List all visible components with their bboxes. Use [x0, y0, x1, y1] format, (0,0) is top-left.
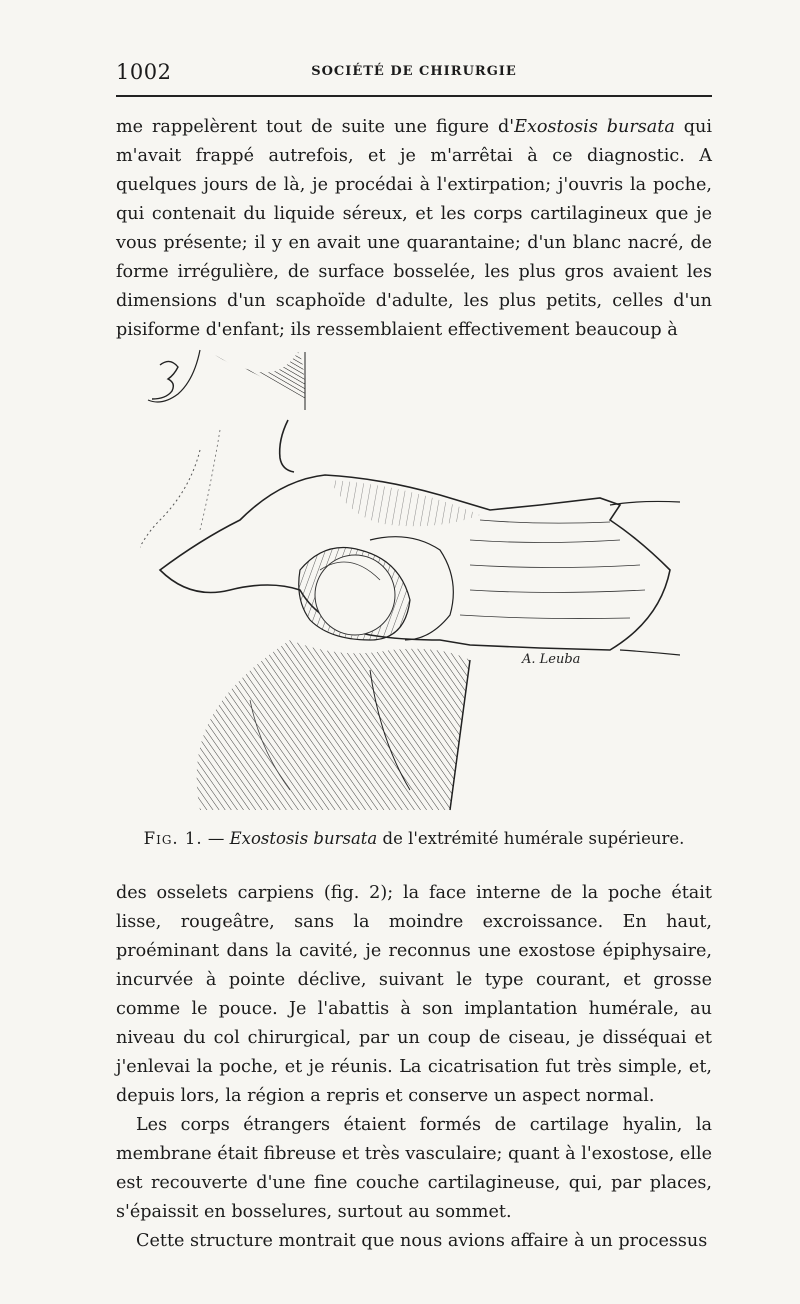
running-head: SOCIÉTÉ DE CHIRURGIE	[311, 64, 517, 79]
paragraph: Les corps étrangers étaient formés de cartilage hyalin, la membrane était fibreuse et très vasculaire; quant à l'exostose, elle est recouverte d'une fine couche cartilagineuse, qui, par places, s'épaissit en bosselures, surtout au sommet.	[116, 1115, 712, 1222]
paragraphs-bottom	[116, 879, 712, 1256]
ear-and-jaw	[148, 350, 200, 402]
page-number: 1002	[116, 60, 172, 84]
anatomical-illustration	[140, 340, 680, 820]
figure-label: Fig. 1.	[143, 829, 203, 848]
paragraph: des osselets carpiens (fig. 2); la face interne de la poche était lisse, rougeâtre, sans la moindre excroissance. En haut, proéminant dans la cavité, je reconnus une exostose épiphysaire, incurvée à pointe déclive, suivant le type courant, et grosse comme le pouce. Je l'abattis à son implantation humérale, au niveau du col chirurgical, par un coup de ciseau, je disséquai et j'enlevai la poche, et je réunis. La cicatrisation fut très simple, et, depuis lors, la région a repris et conserve un aspect normal.	[116, 883, 712, 1106]
paragraph-top	[116, 113, 712, 345]
page-header	[116, 58, 712, 88]
signature-text: A. Leuba	[522, 652, 581, 667]
paragraph	[116, 113, 712, 345]
caption-text: de l'extrémité humérale supérieure.	[377, 829, 685, 848]
figure-caption	[116, 829, 712, 848]
caption-italic: Exostosis bursata	[229, 829, 378, 848]
header-rule	[116, 95, 712, 97]
shoulder-and-upper-arm	[160, 475, 670, 650]
chest-and-torso	[197, 640, 470, 810]
paragraph: Cette structure montrait que nous avions affaire à un processus	[136, 1231, 708, 1251]
caption-dash: —	[202, 829, 230, 848]
artist-signature	[521, 652, 580, 667]
text-run: me rappelèrent tout de suite une figure d'	[116, 117, 515, 137]
italic-term: Exostosis bursata	[514, 117, 675, 137]
neck-hair	[215, 352, 305, 410]
text-run: qui m'avait frappé autrefois, et je m'arrêtai à ce diagnostic. A quelques jours de là, je procédai à l'extirpation; j'ouvris la poche, qui contenait du liquide séreux, et les corps cartilagineux que je vous présente; il y en avait une quarantaine; d'un blanc nacré, de forme irrégulière, de surface bosselée, les plus gros avaient les dimensions d'un scaphoïde d'adulte, les plus petits, celles d'un pisiforme d'enfant; ils ressemblaient effectivement beaucoup à	[116, 117, 712, 340]
